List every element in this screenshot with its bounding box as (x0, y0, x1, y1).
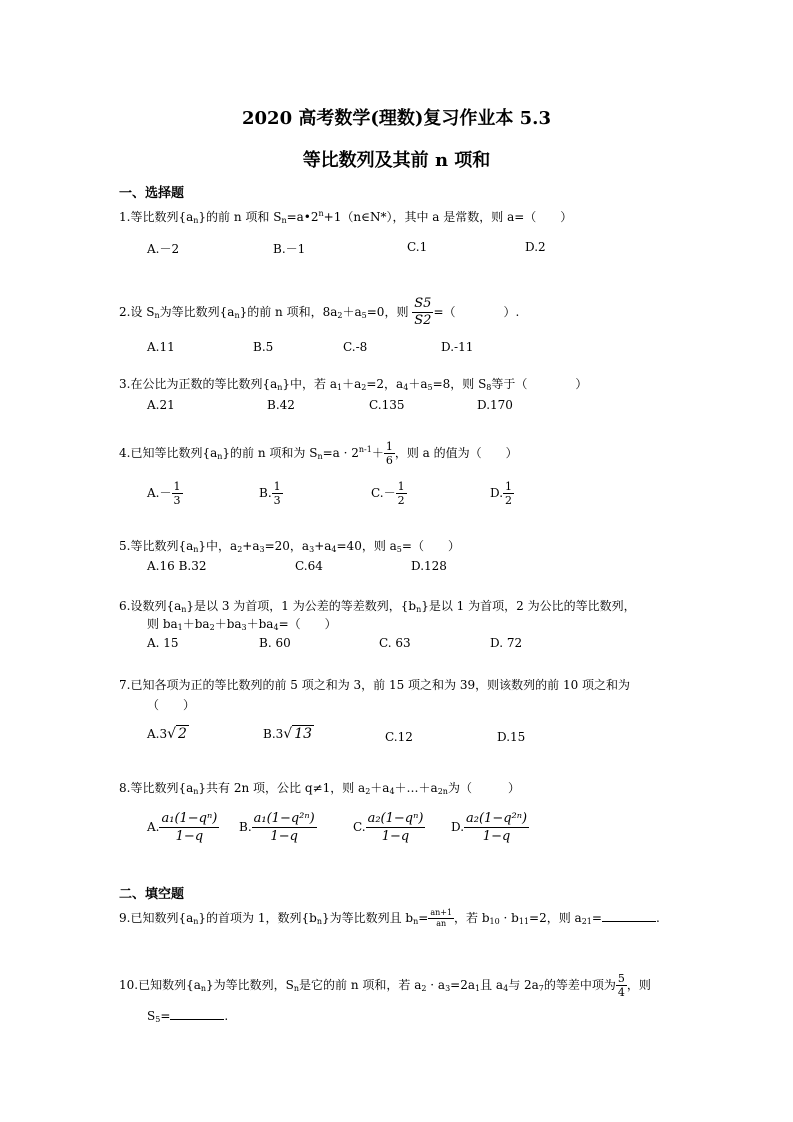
question-5: 5.等比数列$\{a_n\}$中，$a_2+a_3=20$，$a_3+a_4=40$，则 $a_5=$（ ） (119, 539, 460, 554)
question-8-options (147, 810, 707, 850)
section-choice-heading: 一、选择题 (119, 186, 185, 201)
question-7-line-2: （ ） (147, 698, 196, 712)
question-5-options (147, 559, 707, 581)
option-d: D.15 (497, 730, 526, 744)
option-a: A.－2 (147, 242, 180, 256)
option-b: B.42 (267, 398, 295, 412)
question-1: 1.等比数列$\{a_n\}$的前 n 项和 $S_n=a•2^n+1(n\in N*)$，其中 a 是常数，则 a=（ ） (119, 209, 573, 225)
document-title: 2020 高考数学(理数)复习作业本 5.3 (242, 108, 551, 129)
option-b: B. 60 (259, 636, 291, 650)
option-b: B. $\frac{1}{3}$ (259, 480, 281, 507)
question-8: 8.等比数列$\{a_n\}$共有 2n 项，公比 q≠1，则 $a_2+a_4+\dots+a_{2n}$为（ ） (119, 781, 520, 796)
option-a: A.21 (147, 398, 175, 412)
option-d: D. $\frac{1}{2}$ (490, 480, 513, 507)
option-d: D.128 (411, 559, 447, 573)
question-10-line-2: $S_5=$ . (147, 1009, 229, 1024)
question-2: 2.设 $S_n$为等比数列$\{a_n\}$的前 n 项和，$8a_2+a_5=0$，则 $\frac{S5}{S2}$ =（ ）. (119, 296, 520, 328)
fraction-s5-over-s2: $\frac{S5}{S2}$ (414, 296, 432, 328)
option-c: C.64 (295, 559, 323, 573)
option-c: C.-8 (343, 340, 368, 354)
question-4: 4.已知等比数列$\{a_n\}$的前 n 项和为 $S_n=a \cdot 2^{n-1}+$ $\frac{1}{6}$ ，则 a 的值为（ ） (119, 440, 518, 467)
answer-blank[interactable] (170, 1018, 224, 1020)
option-c: C. $\frac{\text{a₂(1−qⁿ)}}{1-q}$ (353, 811, 424, 844)
question-6-line-2: 则 $ba_1+ba_2+ba_3+ba_4=$（ ） (147, 617, 337, 632)
option-b: B.3√ 13 (263, 726, 313, 742)
question-7-options (147, 726, 707, 748)
question-10-line-1: 10.已知数列$\{a_n\}$为等比数列，$S_n$是它的前 n 项和，若 $a_2 \cdot a_3=2a_1$且 $a_4$与 $2a_7$的等差中项为 $\frac{5}{4}$ ，则 (119, 972, 651, 999)
option-a: A.11 (147, 340, 175, 354)
option-a: A. 15 (147, 636, 179, 650)
option-d: D.-11 (441, 340, 474, 354)
option-b: B.－1 (273, 242, 306, 256)
section-fill-heading: 二、填空题 (119, 887, 185, 902)
fraction-one-sixth: $\frac{1}{6}$ (385, 440, 393, 467)
option-d: D. 72 (490, 636, 523, 650)
option-d: D.2 (525, 240, 546, 254)
option-a: A.3√ 2 (147, 726, 187, 742)
option-a: A. $\frac{\text{a₁(1−qⁿ)}}{1-q}$ (147, 811, 218, 844)
question-6-options (147, 636, 707, 658)
question-3-options (147, 398, 707, 420)
fraction-five-fourths: $\frac{5}{4}$ (617, 972, 625, 999)
option-ab: A.16 B.32 (147, 559, 207, 573)
answer-blank[interactable] (602, 920, 656, 922)
question-1-options (147, 240, 707, 262)
option-b: B.5 (253, 340, 274, 354)
option-c: C.135 (369, 398, 405, 412)
option-a: A.－ $\frac{1}{3}$ (147, 480, 181, 507)
question-4-options (147, 480, 707, 514)
question-7-line-1: 7.已知各项为正的等比数列的前 5 项之和为 3，前 15 项之和为 39，则该数列的前 10 项之和为 (119, 678, 631, 692)
option-c: C.12 (385, 730, 413, 744)
question-2-options (147, 340, 707, 362)
option-d: D. $\frac{\text{a₂(1−q²ⁿ)}}{1-q}$ (451, 811, 528, 844)
question-9: 9.已知数列$\{a_n\}$的首项为 1，数列$\{b_n\}$为等比数列且 $b_n=$ $\frac{an+1}{an}$ ，若 $b_{10} \cdot b_{11}=2$，则 $a_{21}=$ . (119, 908, 660, 928)
document-subtitle: 等比数列及其前 n 项和 (302, 150, 491, 171)
option-c: C.1 (407, 240, 428, 254)
option-c: C. 63 (379, 636, 411, 650)
option-b: B. $\frac{\text{a₁(1−q²ⁿ)}}{1-q}$ (239, 811, 315, 844)
fraction-an1-over-an: $\frac{an+1}{an}$ (430, 908, 453, 928)
option-d: D.170 (477, 398, 513, 412)
option-c: C.－ $\frac{1}{2}$ (371, 480, 405, 507)
question-3: 3.在公比为正数的等比数列$\{a_n\}$中，若 $a_1+a_2=2$，$a_4+a_5=8$，则 $S_8$等于（ ） (119, 377, 588, 392)
question-6-line-1: 6.设数列$\{a_n\}$是以 3 为首项，1 为公差的等差数列，$\{b_n\}$是以 1 为首项，2 为公比的等比数列， (119, 599, 636, 614)
